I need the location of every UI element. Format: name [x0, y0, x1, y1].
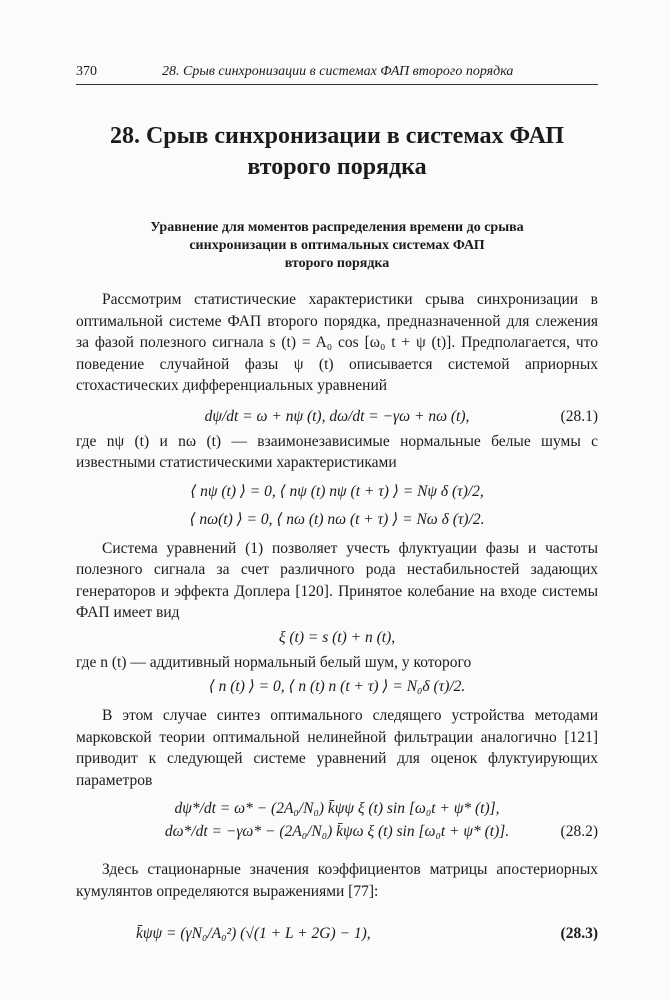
equation-28-3-body: k̄ψψ = (γN₀/A₀²) (√(1 + L + 2G) − 1),	[136, 925, 371, 942]
running-title: 28. Срыв синхронизации в системах ФАП второго порядка	[162, 64, 514, 79]
equation-stats-2-body: ⟨ nω(t) ⟩ = 0, ⟨ nω (t) nω (t + τ) ⟩ = Nω δ (τ)/2.	[189, 510, 485, 528]
equation-28-2b-body: dω*/dt = −γω* − (2A₀/N₀) k̄ψω ξ (t) sin [ω₀t + ψ* (t)].	[164, 823, 510, 840]
paragraph-2: где nψ (t) и nω (t) — взаимонезависимые нормальные белые шумы с известными статистическими характеристиками	[76, 432, 598, 471]
equation-stats-2	[76, 506, 598, 534]
equation-28-3-number: (28.3)	[560, 925, 598, 942]
equation-28-2-row-b	[76, 820, 598, 843]
paragraph-1: Рассмотрим статистические характеристики срыва синхронизации в оптимальной системе ФАП второго порядка, предназначенной для слежения за фазой полезного сигнала s (t) = A₀ cos [ω₀ t + ψ (t)]. Предполагается, что поведение случайной фазы ψ (t) описывается системой априорных стохастических дифференциальных уравнений	[76, 291, 598, 394]
equation-28-2	[76, 797, 598, 843]
paragraph-3: Система уравнений (1) позволяет учесть флуктуации фазы и частоты полезного сигнала за счет различного рода нестабильностей задающих генераторов и эффекта Доплера [120]. Принятое колебание на входе системы ФАП имеет вид	[76, 539, 598, 621]
section-title-line1: Уравнение для моментов распределения времени до срыва	[150, 220, 524, 235]
equation-28-1	[76, 403, 598, 431]
equation-xi-body: ξ (t) = s (t) + n (t),	[278, 628, 396, 646]
chapter-title	[76, 121, 598, 183]
paragraph-4: где n (t) — аддитивный нормальный белый шум, у которого	[76, 653, 472, 671]
book-page	[76, 64, 598, 956]
page-number: 370	[76, 64, 97, 79]
paragraph-5: В этом случае синтез оптимального следящего устройства методами марковской теории оптимальной нелинейной фильтрации аналогично [121] приводит к следующей системе уравнений для оценок флуктуирующих параметров	[76, 707, 598, 789]
section-title-line3: второго порядка	[284, 256, 390, 271]
equation-28-2a-body: dψ*/dt = ω* − (2A₀/N₀) k̄ψψ ξ (t) sin [ω₀t + ψ* (t)],	[174, 800, 500, 817]
equation-28-2-row-a	[76, 797, 598, 820]
equation-28-3	[76, 912, 598, 956]
equation-28-1-number: (28.1)	[560, 407, 598, 425]
paragraph-6: Здесь стационарные значения коэффициентов матрицы апостериорных кумулянтов определяются выражениями [77]:	[76, 861, 598, 900]
running-header	[76, 64, 598, 85]
equation-stats-1-body: ⟨ nψ (t) ⟩ = 0, ⟨ nψ (t) nψ (t + τ) ⟩ = Nψ δ (τ)/2,	[190, 482, 484, 500]
chapter-title-line1: 28. Срыв синхронизации в системах ФАП	[109, 123, 565, 149]
equation-28-1-body: dψ/dt = ω + nψ (t), dω/dt = −γω + nω (t),	[204, 407, 470, 425]
section-title	[76, 219, 598, 273]
equation-xi	[76, 624, 598, 652]
equation-stats-1	[76, 478, 598, 506]
equation-noise	[76, 673, 598, 701]
equation-noise-body: ⟨ n (t) ⟩ = 0, ⟨ n (t) n (t + τ) ⟩ = N₀δ (τ)/2.	[208, 678, 466, 695]
equation-28-2-number: (28.2)	[560, 823, 598, 840]
section-title-line2: синхронизации в оптимальных системах ФАП	[189, 238, 485, 253]
chapter-title-line2: второго порядка	[247, 154, 427, 180]
